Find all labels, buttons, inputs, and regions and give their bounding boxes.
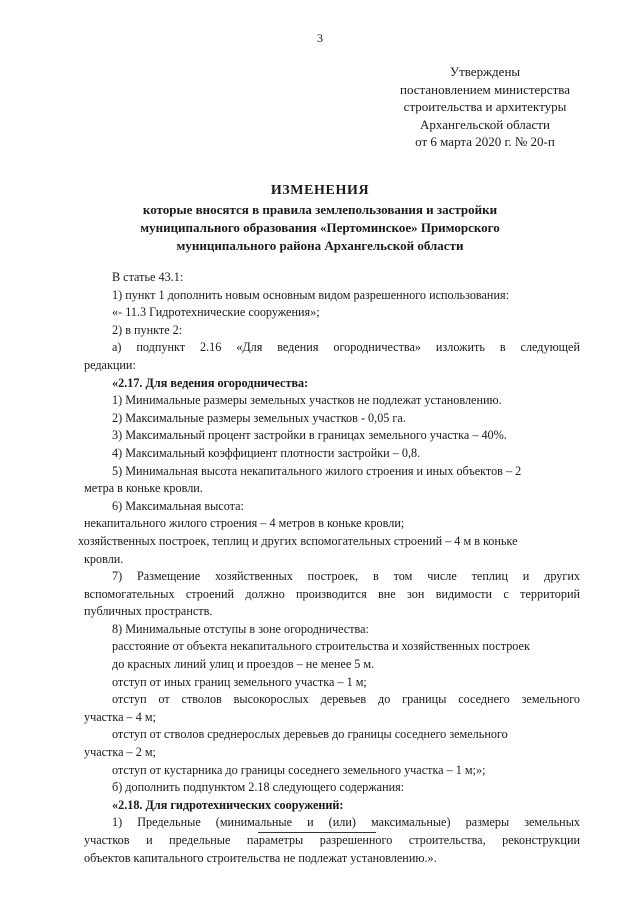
approval-block [380, 63, 590, 151]
paragraph-line: 1) пункт 1 дополнить новым основным видом разрешенного использования: [112, 287, 509, 302]
section-heading-2-18: «2.18. Для гидротехнических сооружений: [112, 797, 344, 812]
paragraph-line: редакции: [84, 357, 136, 372]
approval-line: Архангельской области [420, 116, 550, 132]
document-heading [0, 181, 640, 255]
paragraph-line: б) дополнить подпунктом 2.18 следующего содержания: [112, 780, 405, 795]
paragraph-line: 7) Размещение хозяйственных построек, в том числе теплиц и других [112, 569, 580, 584]
paragraph-line: вспомогательных строений должно производится вне зон видимости с территорий [84, 586, 580, 601]
paragraph-line: 1) Предельные (минимальные и (или) максимальные) размеры земельных [112, 815, 580, 830]
document-body [78, 269, 580, 867]
paragraph-line: 8) Минимальные отступы в зоне огородничества: [112, 621, 369, 636]
paragraph-line: 2) в пункте 2: [112, 322, 183, 337]
paragraph-line: 3) Максимальный процент застройки в границах земельного участка – 40%. [112, 428, 507, 443]
paragraph-line: а) подпункт 2.16 «Для ведения огородничества» изложить в следующей [112, 340, 580, 355]
subtitle-line: которые вносятся в правила землепользования и застройки [142, 202, 498, 217]
document-subtitle [85, 201, 555, 255]
closing-divider [258, 832, 376, 833]
paragraph-line: отступ от стволов высокорослых деревьев до границы соседнего земельного [112, 692, 580, 707]
approval-line: от 6 марта 2020 г. № 20-п [415, 134, 555, 149]
subtitle-line: муниципального образования «Пертоминское» Приморского [140, 220, 500, 235]
paragraph-line: метра в коньке кровли. [84, 481, 203, 496]
paragraph-line: 5) Минимальная высота некапитального жилого строения и иных объектов – 2 [112, 463, 522, 478]
section-heading-2-17: «2.17. Для ведения огородничества: [112, 375, 309, 390]
paragraph-line: расстояние от объекта некапитального строительства и хозяйственных построек [112, 639, 530, 654]
paragraph-line: публичных пространств. [84, 604, 213, 619]
approval-line: строительства и архитектуры [403, 99, 567, 114]
paragraph-line: В статье 43.1: [112, 270, 184, 284]
paragraph-line: участка – 4 м; [84, 709, 156, 724]
paragraph-line: 4) Максимальный коэффициент плотности застройки – 0,8. [112, 445, 421, 460]
paragraph-line: 2) Максимальные размеры земельных участков - 0,05 га. [112, 410, 406, 425]
paragraph-line: участков и предельные параметры разрешенного строительства, реконструкции [84, 833, 580, 847]
subtitle-line: муниципального района Архангельской области [176, 238, 464, 253]
paragraph-line: участка – 2 м; [84, 745, 156, 760]
page-number: 3 [317, 31, 323, 45]
paragraph-line: до красных линий улиц и проездов – не менее 5 м. [112, 657, 375, 672]
approval-line: Утверждены [449, 64, 521, 79]
approval-line: постановлением министерства [399, 81, 570, 97]
paragraph-line: объектов капитального строительства не подлежат установлению.». [84, 850, 437, 865]
paragraph-line: хозяйственных построек, теплиц и других вспомогательных строений – 4 м в коньке [78, 533, 518, 548]
paragraph-line: кровли. [84, 551, 124, 566]
paragraph-line: «- 11.3 Гидротехнические сооружения»; [112, 305, 320, 320]
paragraph-line: некапитального жилого строения – 4 метров в коньке кровли; [84, 516, 405, 531]
paragraph-line: отступ от кустарника до границы соседнего земельного участка – 1 м;»; [112, 762, 486, 777]
paragraph-line: отступ от иных границ земельного участка – 1 м; [112, 674, 367, 689]
paragraph-line: 6) Максимальная высота: [112, 498, 244, 513]
paragraph-line: отступ от стволов среднерослых деревьев до границы соседнего земельного [112, 727, 508, 742]
paragraph-line: 1) Минимальные размеры земельных участков не подлежат установлению. [112, 393, 502, 408]
document-title: ИЗМЕНЕНИЯ [270, 183, 370, 198]
